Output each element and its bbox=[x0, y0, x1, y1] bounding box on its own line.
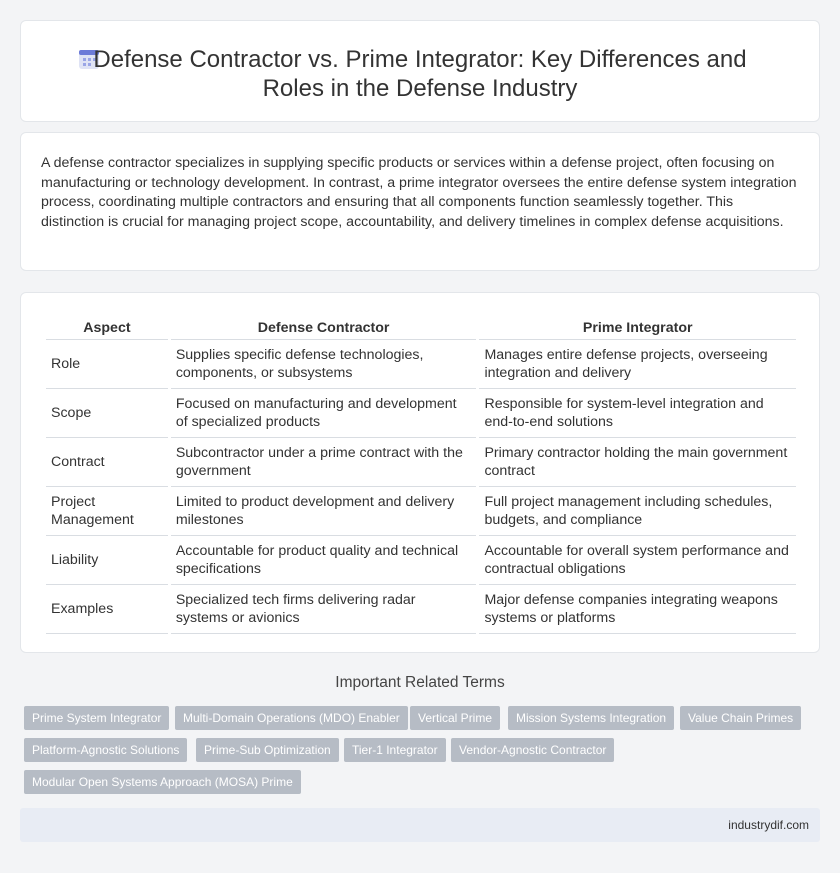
footer-site-link[interactable]: industrydif.com bbox=[728, 818, 809, 832]
row-defense-contractor: Subcontractor under a prime contract with the government bbox=[171, 438, 477, 487]
related-term-tag[interactable]: Mission Systems Integration bbox=[508, 706, 674, 730]
title-card bbox=[20, 20, 820, 122]
related-term-tag[interactable]: Prime-Sub Optimization bbox=[196, 738, 339, 762]
row-aspect: Examples bbox=[46, 585, 168, 634]
related-term-tag[interactable]: Modular Open Systems Approach (MOSA) Prime bbox=[24, 770, 301, 794]
table-row bbox=[46, 389, 796, 438]
row-aspect: Contract bbox=[46, 438, 168, 487]
comparison-table bbox=[43, 316, 799, 634]
related-term-tag[interactable]: Value Chain Primes bbox=[680, 706, 801, 730]
table-header-row bbox=[46, 316, 796, 340]
row-defense-contractor: Limited to product development and delivery milestones bbox=[171, 487, 477, 536]
header-defense-contractor: Defense Contractor bbox=[171, 316, 477, 340]
row-defense-contractor: Accountable for product quality and technical specifications bbox=[171, 536, 477, 585]
row-prime-integrator: Responsible for system-level integration and end-to-end solutions bbox=[479, 389, 796, 438]
comparison-card bbox=[20, 292, 820, 653]
row-aspect: Role bbox=[46, 340, 168, 389]
page-title-line2: Roles in the Defense Industry bbox=[262, 75, 578, 102]
row-aspect: Scope bbox=[46, 389, 168, 438]
row-defense-contractor: Focused on manufacturing and development of specialized products bbox=[171, 389, 477, 438]
row-prime-integrator: Primary contractor holding the main government contract bbox=[479, 438, 796, 487]
row-prime-integrator: Full project management including schedules, budgets, and compliance bbox=[479, 487, 796, 536]
related-term-tag[interactable]: Tier-1 Integrator bbox=[344, 738, 446, 762]
related-terms-title: Important Related Terms bbox=[335, 674, 505, 691]
page-title bbox=[21, 45, 819, 103]
row-aspect: Project Management bbox=[46, 487, 168, 536]
related-term-tag[interactable]: Prime System Integrator bbox=[24, 706, 169, 730]
table-row bbox=[46, 536, 796, 585]
row-prime-integrator: Accountable for overall system performance and contractual obligations bbox=[479, 536, 796, 585]
intro-paragraph: A defense contractor specializes in supplying specific products or services within a defense project, often focusing on manufacturing or technology development. In contrast, a prime integrator oversees the entire defense system integration process, coordinating multiple contractors and ensuring that all components function seamlessly together. This distinction is crucial for managing project scope, accountability, and delivery timelines in complex defense acquisitions. bbox=[41, 155, 797, 230]
row-prime-integrator: Manages entire defense projects, overseeing integration and delivery bbox=[479, 340, 796, 389]
row-aspect: Liability bbox=[46, 536, 168, 585]
row-defense-contractor: Specialized tech firms delivering radar systems or avionics bbox=[171, 585, 477, 634]
related-term-tag[interactable]: Multi-Domain Operations (MDO) Enabler bbox=[175, 706, 408, 730]
row-prime-integrator: Major defense companies integrating weapons systems or platforms bbox=[479, 585, 796, 634]
related-term-tag[interactable]: Platform-Agnostic Solutions bbox=[24, 738, 187, 762]
related-term-tag[interactable]: Vertical Prime bbox=[410, 706, 500, 730]
table-row bbox=[46, 585, 796, 634]
table-row bbox=[46, 340, 796, 389]
header-prime-integrator: Prime Integrator bbox=[479, 316, 796, 340]
footer bbox=[20, 808, 820, 842]
page-title-line1: Defense Contractor vs. Prime Integrator: Key Differences and bbox=[93, 46, 747, 73]
row-defense-contractor: Supplies specific defense technologies, components, or subsystems bbox=[171, 340, 477, 389]
table-row bbox=[46, 487, 796, 536]
related-term-tag[interactable]: Vendor-Agnostic Contractor bbox=[451, 738, 614, 762]
header-aspect: Aspect bbox=[46, 316, 168, 340]
table-row bbox=[46, 438, 796, 487]
intro-card bbox=[20, 132, 820, 271]
